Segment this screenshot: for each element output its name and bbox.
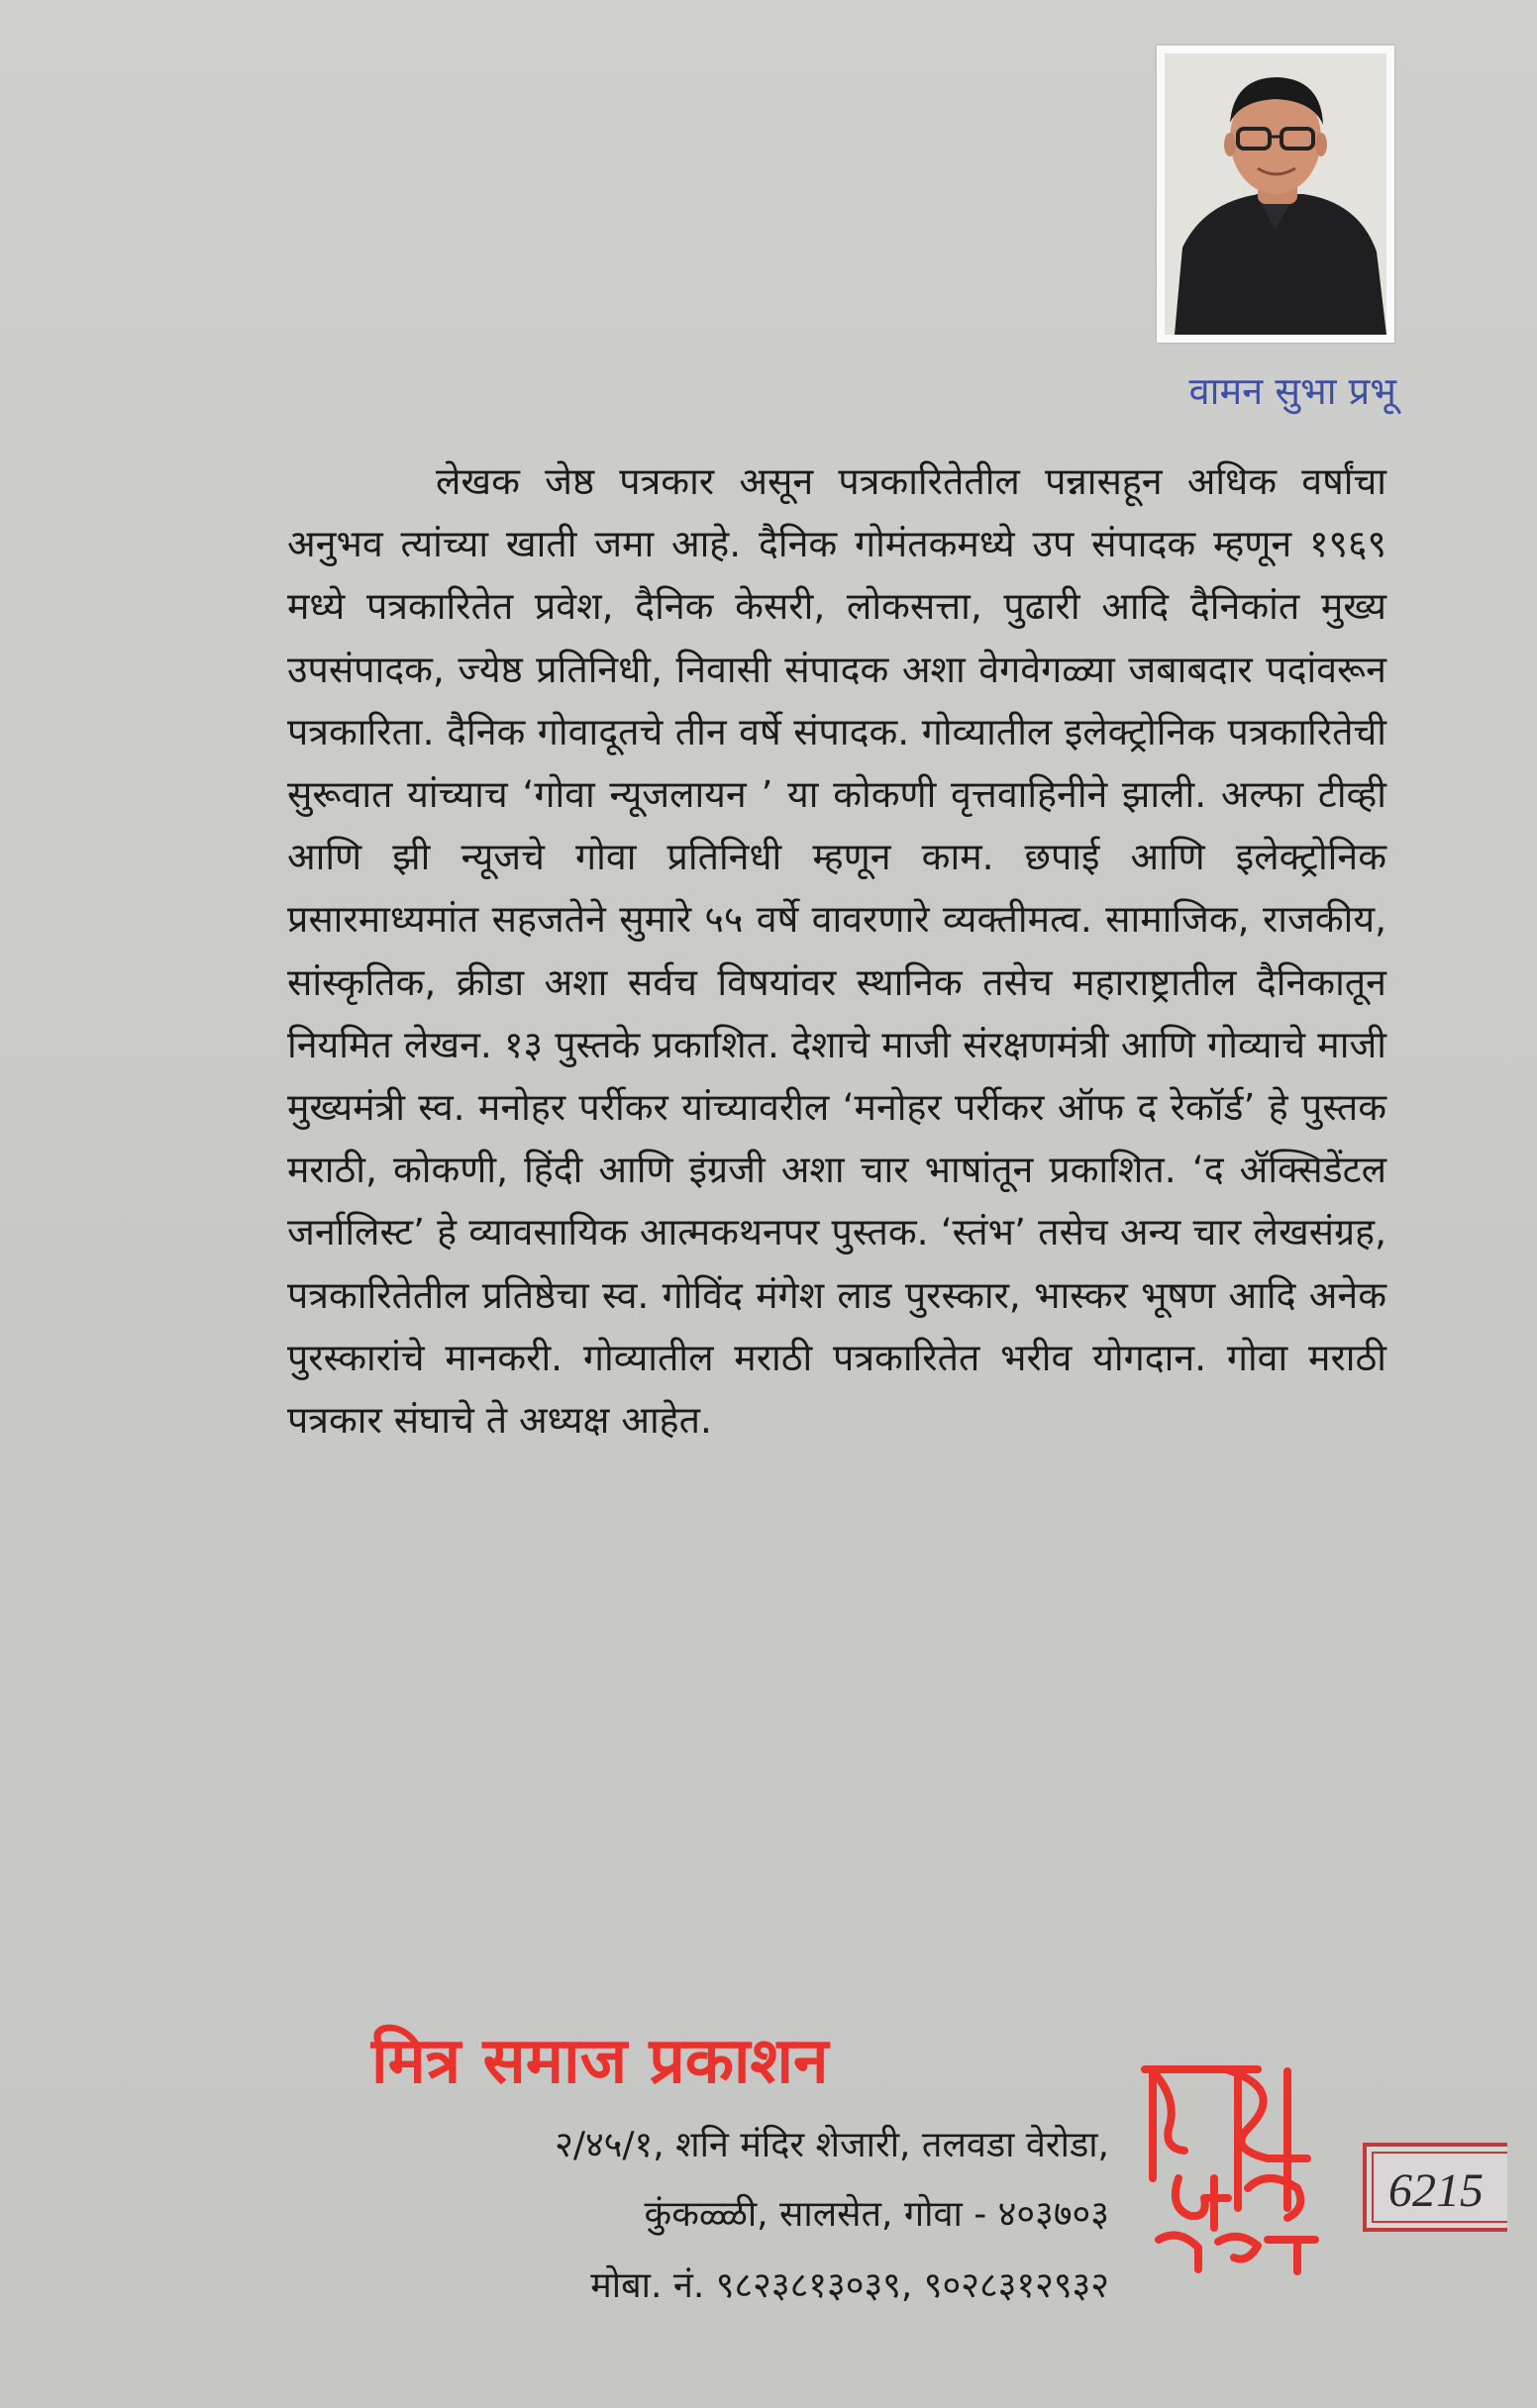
author-name: वामन सुभा प्रभू bbox=[1188, 369, 1396, 413]
stamp-number: 6215 bbox=[1388, 2164, 1484, 2217]
publisher-name: मित्र समाज प्रकाशन bbox=[371, 2025, 829, 2098]
author-bio: लेखक जेष्ठ पत्रकार असून पत्रकारितेतील पन्नासहून अधिक वर्षांचा अनुभव त्यांच्या खाती जमा आहे. दैनिक गोमंतकमध्ये उप संपादक म्हणून १९६९ मध्ये पत्रकारितेत प्रवेश, दैनिक केसरी, लोकसत्ता, पुढारी आदि दैनिकांत मुख्य उपसंपादक, ज्येष्ठ प्रतिनिधी, निवासी संपादक अशा वेगवेगळ्या जबाबदार पदांवरून पत्रकारिता. दैनिक गोवादूतचे तीन वर्षे संपादक. गोव्यातील इलेक्ट्रोनिक पत्रकारितेची सुरूवात यांच्याच ‘गोवा न्यूजलायन ’ या कोकणी वृत्तवाहिनीने झाली. अल्फा टीव्ही आणि झी न्यूजचे गोवा प्रतिनिधी म्हणून काम. छपाई आणि इलेक्ट्रोनिक प्रसारमाध्यमांत सहजतेने सुमारे ५५ वर्षे वावरणारे व्यक्तीमत्व. सामाजिक, राजकीय, सांस्कृतिक, क्रीडा अशा सर्वच विषयांवर स्थानिक तसेच महाराष्ट्रातील दैनिकातून नियमित लेखन. १३ पुस्तके प्रकाशित. देशाचे माजी संरक्षणमंत्री आणि गोव्याचे माजी मुख्यमंत्री स्व. मनोहर पर्रीकर यांच्यावरील ‘मनोहर पर्रीकर ऑफ द रेकॉर्ड’ हे पुस्तक मराठी, कोकणी, हिंदी आणि इंग्रजी अशा चार भाषांतून प्रकाशित. ‘द ॲक्सिडेंटल जर्नालिस्ट’ हे व्यावसायिक आत्मकथनपर पुस्तक. ‘स्तंभ’ तसेच अन्य चार लेखसंग्रह, पत्रकारितेतील प्रतिष्ठेचा स्व. गोविंद मंगेश लाड पुरस्कार, भास्कर भूषण आदि अनेक पुरस्कारांचे मानकरी. गोव्यातील मराठी पत्रकारितेत भरीव योगदान. गोवा मराठी पत्रकार संघाचे ते अध्यक्ष आहेत. bbox=[287, 459, 1386, 1443]
author-portrait-icon bbox=[1165, 53, 1386, 335]
catalog-stamp bbox=[1359, 2139, 1507, 2238]
publisher-logo-icon bbox=[1139, 2059, 1323, 2277]
publisher-address-line2: कुंकळ्ळी, सालसेत, गोवा - ४०३७०३ bbox=[644, 2194, 1109, 2235]
author-photo bbox=[1157, 46, 1394, 343]
publisher-phone: मोबा. नं. ९८२३८१३०३९, ९०२८३१२९३२ bbox=[590, 2265, 1109, 2306]
publisher-address-line1: २/४५/१, शनि मंदिर शेजारी, तलवडा वेरोडा, bbox=[555, 2125, 1109, 2165]
